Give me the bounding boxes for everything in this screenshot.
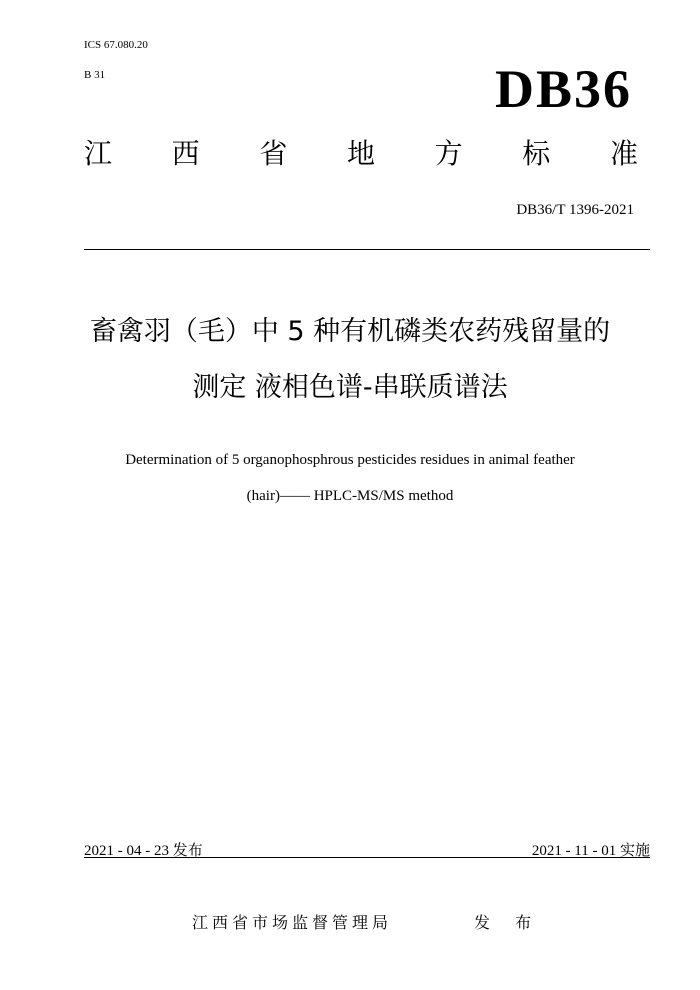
- standard-type-char: 省: [259, 137, 288, 170]
- standard-type-char: 江: [84, 137, 113, 170]
- standard-type-char: 地: [346, 137, 375, 170]
- title-en-line-2: (hair)—— HPLC-MS/MS method: [246, 488, 454, 504]
- standard-type-char: 西: [171, 137, 200, 170]
- publisher: 江西省市场监督管理局: [192, 913, 393, 932]
- standard-type-char: 准: [609, 137, 638, 170]
- header-divider: [84, 249, 650, 250]
- standard-type-char: 方: [434, 137, 463, 170]
- title-zh-line-1: 畜禽羽（毛）中 5 种有机磷类农药残留量的: [89, 316, 611, 347]
- footer-divider: [84, 857, 650, 858]
- title-zh-line-2: 测定 液相色谱-串联质谱法: [192, 372, 508, 403]
- standard-code: DB36/T 1396-2021: [516, 202, 634, 218]
- standard-type: [84, 137, 638, 170]
- title-en-line-1: Determination of 5 organophosphrous pesticides residues in animal feather: [125, 452, 575, 468]
- ics-code: ICS 67.080.20: [84, 39, 148, 51]
- publish-label: 发 布: [474, 913, 542, 932]
- ccs-code: B 31: [84, 69, 106, 81]
- standard-type-char: 标: [522, 137, 551, 170]
- issue-date: 2021 - 04 - 23 发布: [84, 843, 203, 859]
- standard-logo: DB36: [494, 59, 632, 119]
- implementation-date: 2021 - 11 - 01 实施: [531, 843, 650, 859]
